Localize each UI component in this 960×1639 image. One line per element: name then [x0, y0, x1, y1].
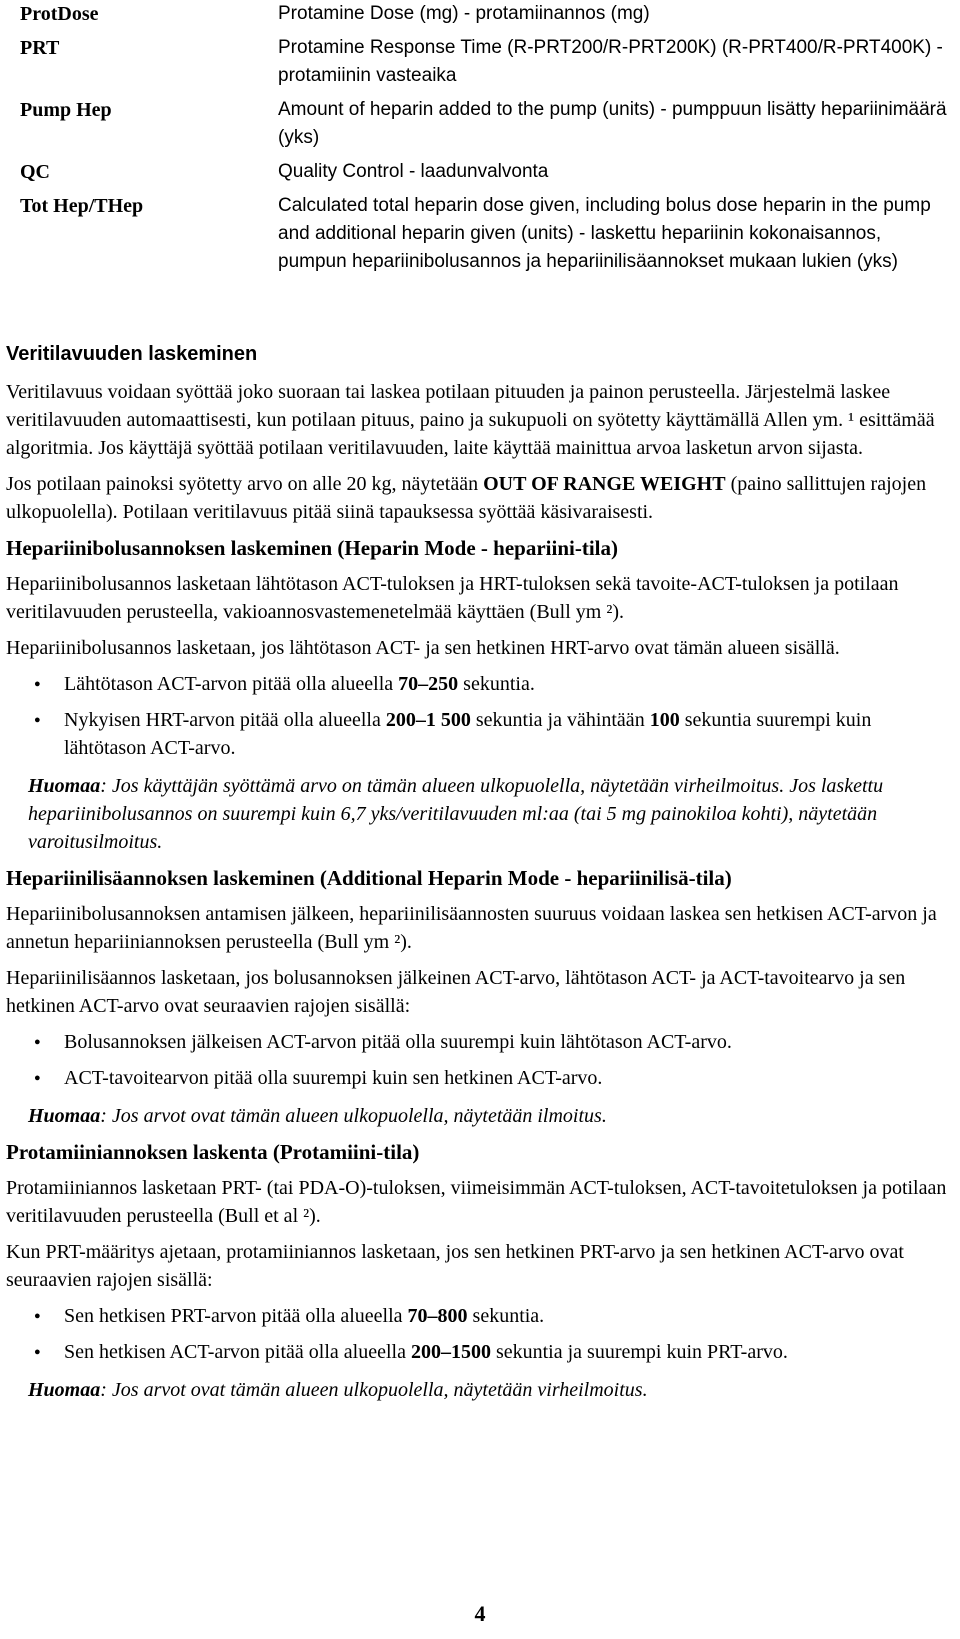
definition-description: Protamine Response Time (R-PRT200/R-PRT200K) (R-PRT400/R-PRT400K) - protamiinin vasteaika: [278, 37, 943, 86]
bolus-paragraph-2: Hepariinibolusannos lasketaan, jos lähtötason ACT- ja sen hetkinen HRT-arvo ovat tämän alueen sisällä.: [6, 637, 840, 659]
text-span: sekuntia suurempi kuin lähtötason ACT-arvo.: [64, 709, 872, 759]
additional-range-list: [6, 1028, 954, 1092]
additional-note: [6, 1102, 954, 1130]
text-span: Lähtötason ACT-arvon pitää olla alueella: [64, 673, 399, 695]
range-value: 70–800: [407, 1305, 468, 1327]
range-value: 200–1500: [410, 1341, 491, 1363]
definition-row: [20, 158, 950, 186]
abbreviation-list: [20, 0, 950, 282]
blood-volume-paragraph-1: Veritilavuus voidaan syöttää joko suoraan tai laskea potilaan pituuden ja painon perusteella. Järjestelmä laskee veritilavuuden automaattisesti, kun potilaan pituus, paino ja sukupuoli on syötetty käyttämällä Allen ym. ¹ esittämää algoritmia. Jos käyttäjä syöttää potilaan veritilavuuden, laite käyttää mainittua arvoa lasketun arvon sijasta.: [6, 381, 935, 459]
protamine-note: [6, 1376, 954, 1404]
bolus-paragraph-1: Hepariinibolusannos lasketaan lähtötason ACT-tuloksen ja HRT-tuloksen sekä tavoite-ACT-tuloksen ja potilaan veritilavuuden perusteella, vakioannosvastemenetelmää käyttäen (Bull ym ²).: [6, 573, 899, 623]
bolus-note: [6, 772, 954, 856]
blood-volume-paragraph-2: [6, 470, 954, 526]
definition-term: QC: [20, 161, 50, 183]
text-span: Jos potilaan painoksi syötetty arvo on alle 20 kg, näytetään: [6, 473, 484, 495]
definition-description: Amount of heparin added to the pump (units) - pumppuun lisätty hepariinimäärä (yks): [278, 99, 947, 148]
text-span: sekuntia.: [458, 673, 535, 695]
range-value: 70–250: [398, 673, 459, 695]
list-item: [64, 706, 954, 762]
definition-description: Quality Control - laadunvalvonta: [278, 161, 549, 182]
page-number: 4: [474, 1601, 486, 1626]
protamine-paragraph-2: Kun PRT-määritys ajetaan, protamiiniannos lasketaan, jos sen hetkinen PRT-arvo ja sen hetkinen ACT-arvo ovat seuraavien rajojen sisällä:: [6, 1241, 904, 1291]
additional-paragraph-2: Hepariinilisäannos lasketaan, jos bolusannoksen jälkeinen ACT-arvo, lähtötason ACT- ja ACT-tavoitearvo ja sen hetkinen ACT-arvo ovat seuraavien rajojen sisällä:: [6, 967, 906, 1017]
definition-row: [20, 96, 950, 152]
range-value: 100: [649, 709, 680, 731]
text-span: Sen hetkisen PRT-arvon pitää olla alueella: [64, 1305, 408, 1327]
protamine-range-list: [6, 1302, 954, 1366]
additional-paragraph-1: Hepariinibolusannoksen antamisen jälkeen, hepariinilisäannosten suuruus voidaan laskea sen hetkisen ACT-arvon ja annetun hepariiniannoksen perusteella (Bull ym ²).: [6, 903, 937, 953]
text-span: (paino sallittujen rajojen ulkopuolella). Potilaan veritilavuus pitää siinä tapauksessa syöttää käsivaraisesti.: [6, 473, 927, 523]
note-label: Huomaa: [28, 1379, 101, 1401]
definition-row: [20, 34, 950, 90]
definition-term: Tot Hep/THep: [20, 195, 144, 217]
protamine-heading: Protamiiniannoksen laskenta (Protamiini-tila): [6, 1140, 420, 1164]
note-label: Huomaa: [28, 1105, 101, 1127]
main-content: [6, 340, 954, 1412]
range-value: 200–1 500: [385, 709, 471, 731]
bolus-heading: Hepariinibolusannoksen laskeminen (Heparin Mode - hepariini-tila): [6, 536, 618, 560]
blood-volume-heading: Veritilavuuden laskeminen: [6, 343, 258, 365]
list-item: [64, 670, 954, 698]
text-span: Sen hetkisen ACT-arvon pitää olla alueella: [64, 1341, 411, 1363]
text-span: Nykyisen HRT-arvon pitää olla alueella: [64, 709, 386, 731]
bolus-range-list: [6, 670, 954, 762]
out-of-range-label: OUT OF RANGE WEIGHT: [483, 473, 726, 495]
protamine-paragraph-1: Protamiiniannos lasketaan PRT- (tai PDA-O)-tuloksen, viimeisimmän ACT-tuloksen, ACT-tavoitetuloksen ja potilaan veritilavuuden perusteella (Bull et al ²).: [6, 1177, 947, 1227]
text-span: sekuntia.: [467, 1305, 545, 1327]
list-item: [64, 1338, 954, 1366]
note-text: : Jos käyttäjän syöttämä arvo on tämän alueen ulkopuolella, näytetään virheilmoitus. Jos laskettu hepariinibolusannos on suurempi kuin 6,7 yks/veritilavuuden ml:aa (tai 5 mg painokiloa kohti), näytetään varoitusilmoitus.: [28, 775, 884, 853]
note-text: : Jos arvot ovat tämän alueen ulkopuolella, näytetään ilmoitus.: [100, 1105, 607, 1127]
definition-description: Calculated total heparin dose given, including bolus dose heparin in the pump and additional heparin given (units) - laskettu hepariinin kokonaisannos, pumpun hepariinibolusannos ja hepariinilisäannokset mukaan lukien (yks): [278, 195, 931, 272]
text-span: sekuntia ja vähintään: [470, 709, 650, 731]
definition-term: Pump Hep: [20, 99, 112, 121]
definition-description: Protamine Dose (mg) - protamiinannos (mg): [278, 3, 650, 24]
list-item: ● ACT-tavoitearvon pitää olla suurempi kuin sen hetkinen ACT-arvo.: [64, 1064, 954, 1092]
note-text: : Jos arvot ovat tämän alueen ulkopuolella, näytetään virheilmoitus.: [100, 1379, 648, 1401]
note-label: Huomaa: [28, 775, 101, 797]
text-span: sekuntia ja suurempi kuin PRT-arvo.: [490, 1341, 788, 1363]
list-item: [64, 1302, 954, 1330]
definition-term: PRT: [20, 37, 60, 59]
definition-row: [20, 192, 950, 276]
definition-row: [20, 0, 950, 28]
definition-term: ProtDose: [20, 3, 99, 25]
additional-heading: Hepariinilisäannoksen laskeminen (Additional Heparin Mode - hepariinilisä-tila): [6, 866, 732, 890]
list-item: ● Bolusannoksen jälkeisen ACT-arvon pitää olla suurempi kuin lähtötason ACT-arvo.: [64, 1028, 954, 1056]
